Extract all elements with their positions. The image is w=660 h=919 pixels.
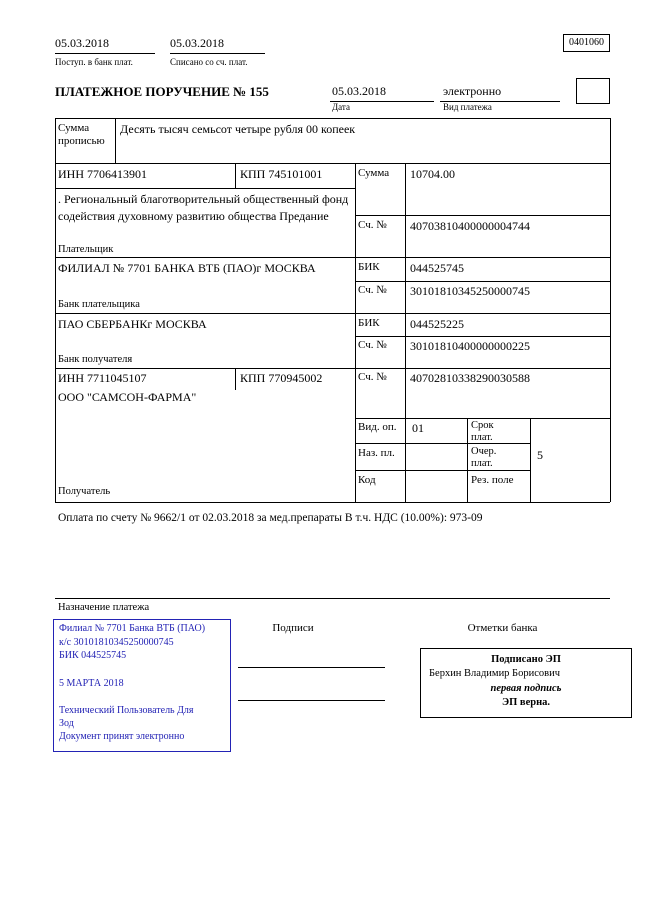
table-border-h [55, 188, 355, 189]
beneficiary-bank-account: 30101810400000000225 [410, 339, 530, 353]
table-border-v [235, 368, 236, 390]
beneficiary-bank-account-label: Сч. № [358, 339, 387, 351]
payer-kpp: КПП 745101001 [240, 167, 323, 181]
amount-words-label: Сумма прописью [58, 122, 105, 148]
payer-bank-bik-label: БИК [358, 261, 380, 273]
table-border-v [467, 418, 468, 502]
payer-bank-bik: 044525745 [410, 261, 464, 275]
table-border-h [55, 257, 610, 258]
table-border-h [55, 163, 610, 164]
op-kind-value: 01 [412, 421, 424, 435]
signature-line [238, 667, 385, 668]
debited-label: Списано со сч. плат. [170, 57, 248, 67]
beneficiary-inn: ИНН 7711045107 [58, 371, 147, 385]
received-in-bank-label: Поступ. в банк плат. [55, 57, 133, 67]
nazn-label: Наз. пл. [358, 447, 395, 459]
stamp-date: 5 МАРТА 2018 [59, 677, 124, 689]
document-date-label: Дата [332, 102, 350, 112]
amount-words-value: Десять тысяч семьсот четыре рубля 00 копеек [120, 122, 356, 136]
signatures-label: Подписи [272, 622, 314, 634]
table-border-h [55, 368, 610, 369]
term-label: Срок плат. [471, 420, 494, 443]
table-border-h [55, 118, 610, 119]
payer-bank-section-label: Банк плательщика [58, 299, 140, 310]
beneficiary-bank-bik-label: БИК [358, 317, 380, 329]
table-border-v [405, 163, 406, 502]
sum-label: Сумма [358, 167, 390, 179]
table-border-h [355, 443, 530, 444]
op-kind-label: Вид. оп. [358, 421, 397, 433]
payer-section-label: Плательщик [58, 244, 114, 255]
bank-marks-label: Отметки банка [467, 622, 538, 634]
table-border-h [355, 470, 530, 471]
received-in-bank-date: 05.03.2018 [55, 36, 155, 54]
debited-date: 05.03.2018 [170, 36, 265, 54]
beneficiary-account: 40702810338290030588 [410, 371, 530, 385]
stamp-bik: БИК 044525745 [59, 650, 127, 661]
sum-value: 10704.00 [410, 167, 455, 181]
beneficiary-kpp: КПП 770945002 [240, 371, 323, 385]
table-border-h [55, 598, 610, 599]
beneficiary-bank-section-label: Банк получателя [58, 354, 133, 365]
payer-bank-name: ФИЛИАЛ № 7701 БАНКА ВТБ (ПАО)г МОСКВА [58, 261, 316, 275]
priority-value: 5 [537, 448, 543, 462]
table-border-v [355, 163, 356, 502]
signed-ep-title: Подписано ЭП [491, 654, 561, 665]
signature-line [238, 700, 385, 701]
table-border-v [115, 118, 116, 163]
stamp-accepted: Документ принят электронно [59, 731, 185, 742]
table-border-h [355, 418, 610, 419]
beneficiary-section-label: Получатель [58, 486, 111, 497]
code-label: Код [358, 474, 376, 486]
payer-account-label: Сч. № [358, 219, 387, 231]
purpose-text: Оплата по счету № 9662/1 от 02.03.2018 за мед.препараты В т.ч. НДС (10.00%): 973-09 [58, 512, 483, 524]
signature-verified: ЭП верна. [501, 697, 550, 709]
document-title: ПЛАТЕЖНОЕ ПОРУЧЕНИЕ № 155 [55, 84, 269, 99]
stamp-corr-account: к/с 30101810345250000745 [59, 636, 174, 648]
beneficiary-bank-name: ПАО СБЕРБАНКг МОСКВА [58, 317, 207, 331]
table-border-h [55, 313, 610, 314]
stamp-user: Технический Пользователь Для Зод [59, 705, 194, 729]
table-border-h [55, 502, 610, 503]
table-border-v [530, 418, 531, 502]
stamp-bank-name: Филиал № 7701 Банка ВТБ (ПАО) [59, 623, 206, 634]
signature-role: первая подпись [490, 682, 562, 694]
payer-bank-account: 30101810345250000745 [410, 284, 530, 298]
beneficiary-name: ООО "САМСОН-ФАРМА" [58, 390, 197, 404]
document-date: 05.03.2018 [330, 84, 434, 102]
table-border-v [610, 118, 611, 502]
form-number: 0401060 [569, 37, 604, 48]
reserve-label: Рез. поле [471, 474, 514, 486]
table-border-v [55, 118, 56, 502]
beneficiary-bank-bik: 044525225 [410, 317, 464, 331]
payer-account: 40703810400000004744 [410, 219, 530, 233]
payment-kind-label: Вид платежа [443, 102, 492, 112]
table-border-h [355, 336, 610, 337]
table-border-h [355, 215, 610, 216]
purpose-label: Назначение платежа [58, 602, 150, 613]
form-number-box [563, 34, 610, 52]
bank-acceptance-stamp [53, 619, 231, 752]
payment-status-box [576, 78, 610, 104]
payer-bank-account-label: Сч. № [358, 284, 387, 296]
beneficiary-account-label: Сч. № [358, 371, 387, 383]
payer-inn: ИНН 7706413901 [58, 167, 147, 181]
payment-kind-value: электронно [440, 84, 560, 102]
table-border-v [235, 163, 236, 188]
electronic-signature-stamp [420, 648, 632, 718]
payer-name: . Региональный благотворительный общественный фонд содействия духовному развитию общества Предание [58, 192, 349, 224]
signer-name: Берхин Владимир Борисович [429, 668, 560, 680]
priority-label: Очер. плат. [471, 446, 497, 469]
table-border-h [355, 281, 610, 282]
